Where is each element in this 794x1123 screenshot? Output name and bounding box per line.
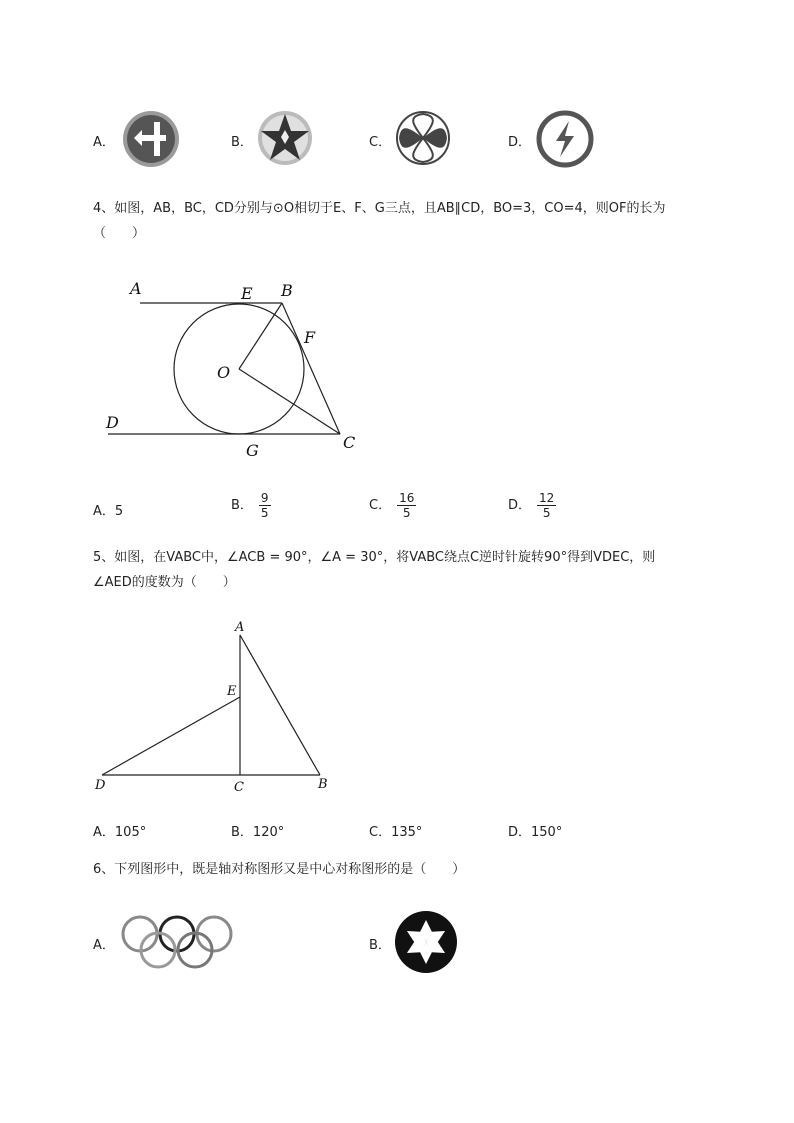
q5-label-b: B <box>318 777 328 792</box>
q4-option-d <box>508 491 556 520</box>
q5-option-c <box>369 821 422 840</box>
q5-option-a <box>93 821 146 840</box>
q4-option-c-fraction <box>397 491 416 520</box>
olympic-rings-icon <box>118 912 238 972</box>
q4-figure <box>100 276 370 461</box>
q4-option-d-numerator: 12 <box>539 491 555 505</box>
q4-option-b-numerator: 9 <box>260 491 269 505</box>
q4-label-a: A <box>130 279 142 298</box>
q5-figure <box>90 615 340 797</box>
q5-label-e: E <box>227 684 237 699</box>
q4-option-a-letter: A． <box>93 504 115 519</box>
q4-option-c-letter: C． <box>369 498 392 513</box>
q3-option-b-letter: B． <box>231 135 253 150</box>
q4-label-g: G <box>246 441 259 460</box>
q6-option-a-letter: A． <box>93 938 115 953</box>
q5-option-d-value: 150° <box>531 825 563 840</box>
q5-option-c-letter: C． <box>369 825 392 840</box>
q4-option-b <box>231 491 271 520</box>
q5-option-d-letter: D． <box>508 825 532 840</box>
q5-label-c: C <box>234 780 244 795</box>
star-in-circle-icon <box>256 110 314 166</box>
snowflake-hexagon-icon <box>394 910 458 974</box>
q4-label-f: F <box>304 328 316 347</box>
q5-stem-line1: 5、如图，在VABC中，∠ACB = 90°，∠A = 30°，将VABC绕点C逆时针旋转90°得到VDEC，则 <box>93 550 656 565</box>
four-petal-icon <box>394 110 452 166</box>
q3-option-a-letter: A． <box>93 135 115 150</box>
q6-option-b-letter: B． <box>369 938 391 953</box>
q4-option-d-fraction <box>537 491 556 520</box>
q4-option-d-denominator: 5 <box>542 506 551 520</box>
q4-option-b-fraction <box>259 491 271 520</box>
q6-stem-line1: 6、下列图形中，既是轴对称图形又是中心对称图形的是（ ） <box>93 862 466 877</box>
q5-option-c-value: 135° <box>391 825 423 840</box>
q5-label-d: D <box>95 778 106 793</box>
q4-option-b-denominator: 5 <box>260 506 269 520</box>
q4-stem-line1: 4、如图，AB，BC，CD分别与⊙O相切于E、F、G三点，且AB∥CD，BO=3，CO=4，则OF的长为 <box>93 201 666 216</box>
q5-label-a: A <box>235 620 245 635</box>
q5-option-b <box>231 821 284 840</box>
q4-option-c <box>369 491 416 520</box>
q4-stem-line2: （ ） <box>93 226 146 241</box>
q3-option-c-letter: C． <box>369 135 392 150</box>
q4-option-c-numerator: 16 <box>399 491 415 505</box>
q4-option-d-letter: D． <box>508 498 532 513</box>
q4-option-b-letter: B． <box>231 498 253 513</box>
q4-label-d: D <box>106 413 119 432</box>
q5-stem-line2: ∠AED的度数为（ ） <box>93 575 236 590</box>
q4-option-c-denominator: 5 <box>402 506 411 520</box>
q4-label-c: C <box>343 433 356 452</box>
q5-option-b-letter: B． <box>231 825 253 840</box>
q4-label-b: B <box>281 281 293 300</box>
q5-option-d <box>508 821 562 840</box>
q4-label-o: O <box>217 363 231 382</box>
q5-option-a-letter: A． <box>93 825 115 840</box>
q3-option-d-letter: D． <box>508 135 532 150</box>
q5-option-b-value: 120° <box>252 825 285 840</box>
q4-label-e: E <box>241 284 253 303</box>
lightning-bolt-icon <box>536 110 594 168</box>
q5-option-a-value: 105° <box>114 825 147 840</box>
q4-option-a-value: 5 <box>114 504 124 519</box>
q4-option-a <box>93 500 123 519</box>
traffic-sign-turn-icon <box>120 110 182 168</box>
